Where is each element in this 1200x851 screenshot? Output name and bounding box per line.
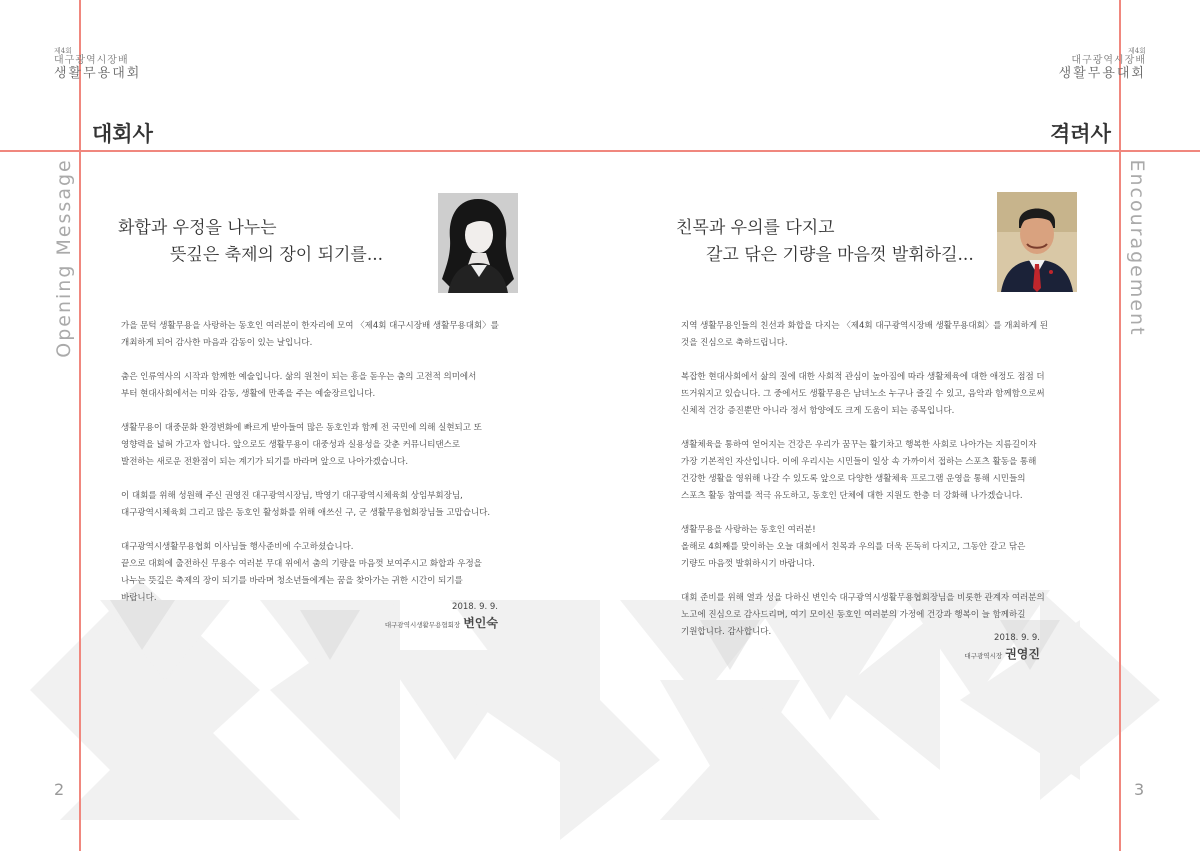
logo-edition: 제4회: [54, 47, 72, 55]
logo-line1: 대구광역시장배: [54, 55, 129, 67]
right-body-text: [681, 318, 1101, 658]
chairperson-photo: [438, 193, 518, 293]
encouragement-side-label: Encouragement: [1126, 159, 1148, 337]
left-paragraph-4: 이 대회를 위해 성원해 주신 권영진 대구광역시장님, 박영기 대구광역시체육회 상임부회장님, 대구광역시체육회 그리고 많은 동호인 활성화를 위해 애쓰신 구, 군 생활무용협회장님들 고맙습니다.: [121, 491, 491, 518]
right-paragraph-5: 대회 준비를 위해 열과 성을 다하신 변인숙 대구광역시생활무용협회장님을 비롯한 관계자 여러분의 노고에 진심으로 감사드리며, 여기 모이신 동호인 여러분의 가정에 건강과 행복이 늘 함께하길 기원합니다. 감사합니다.: [681, 593, 1045, 637]
right-signer-name: 권영진: [1005, 647, 1040, 661]
right-headline-line1: 친목과 우의를 다지고: [676, 218, 835, 238]
logo-line2: 생활무용대회: [54, 65, 142, 81]
right-signer-role: 대구광역시장: [964, 652, 1003, 660]
left-headline-line1: 화합과 우정을 나누는: [118, 218, 277, 238]
left-page-number: 2: [54, 780, 65, 799]
left-headline: [118, 215, 383, 269]
left-section-title: 대회사: [92, 122, 153, 146]
right-page-number: 3: [1134, 780, 1145, 799]
event-logo-right: [1059, 47, 1146, 81]
right-vertical-guide-line: [1119, 0, 1121, 851]
left-signer-role: 대구광역시생활무용협회장: [384, 621, 461, 629]
right-paragraph-2: 복잡한 현대사회에서 삶의 질에 대한 사회적 관심이 높아짐에 따라 생활체육에 대한 애정도 점점 더 뜨거워지고 있습니다. 그 중에서도 생활무용은 남녀노소 누구나 즐길 수 있고, 음악과 함께함으로써 신체적 건강 증진뿐만 아니라 정서 함양에도 크게 도움이 되는 종목입니다.: [681, 372, 1045, 416]
right-date: 2018. 9. 9.: [994, 633, 1040, 643]
logo-line1: 대구광역시장배: [1071, 55, 1146, 67]
left-vertical-guide-line: [79, 0, 81, 851]
opening-message-side-label: Opening Message: [53, 158, 75, 358]
left-headline-line2: 뜻깊은 축제의 장이 되기를...: [170, 245, 384, 266]
left-paragraph-5: 대구광역시생활무용협회 이사님들 행사준비에 수고하셨습니다. 끝으로 대회에 출전하신 무용수 여러분 무대 위에서 춤의 기량을 마음껏 보여주시고 화합과 우정을 나누는 뜻깊은 축제의 장이 되기를 바라며 청소년들에게는 꿈을 찾아가는 귀한 시간이 되기를 바랍니다.: [121, 542, 482, 603]
right-signature: [900, 633, 1040, 662]
right-section-title: 격려사: [1050, 122, 1111, 146]
right-headline: [676, 215, 974, 269]
left-body-text: [121, 318, 541, 624]
horizontal-guide-line: [0, 150, 1200, 152]
logo-line2: 생활무용대회: [1058, 65, 1146, 81]
left-date: 2018. 9. 9.: [452, 602, 498, 612]
left-paragraph-1: 가을 문턱 생활무용을 사랑하는 동호인 여러분이 한자리에 모여 〈제4회 대구시장배 생활무용대회〉를 개최하게 되어 감사한 마음과 감동이 있는 날입니다.: [121, 321, 499, 348]
mayor-photo: [997, 192, 1077, 292]
right-paragraph-1: 지역 생활무용인들의 친선과 화합을 다지는 〈제4회 대구광역시장배 생활무용대회〉를 개최하게 된 것을 진심으로 축하드립니다.: [681, 321, 1048, 348]
left-paragraph-2: 춤은 인류역사의 시작과 함께한 예술입니다. 삶의 원천이 되는 흥을 돋우는 춤의 고전적 의미에서 부터 현대사회에서는 미와 감동, 생활에 만족을 주는 예술장르입니다.: [121, 372, 477, 399]
left-signature: [340, 602, 498, 631]
right-paragraph-3: 생활체육을 통하여 얻어지는 건강은 우리가 꿈꾸는 활기차고 행복한 사회로 나아가는 지름길이자 가장 기본적인 자산입니다. 이에 우리시는 시민들이 일상 속 가까이서 접하는 스포츠 활동을 통해 건강한 생활을 영위해 나갈 수 있도록 앞으로 다양한 생활체육 프로그램 운영을 통해 시민들의 스포츠 활동 참여를 적극 유도하고, 동호인 단체에 대한 지원도 한층 더 강화해 나가겠습니다.: [681, 440, 1037, 501]
right-paragraph-4: 생활무용을 사랑하는 동호인 여러분! 올해로 4회째를 맞이하는 오늘 대회에서 친목과 우의를 더욱 돈독히 다지고, 그동안 갈고 닦은 기량도 마음껏 발휘하시기 바랍니다.: [681, 525, 1026, 569]
event-logo-left: [54, 47, 141, 81]
left-signer-name: 변인숙: [463, 616, 498, 630]
right-headline-line2: 갈고 닦은 기량을 마음껏 발휘하길...: [706, 245, 974, 266]
portrait-woman-icon: [438, 193, 518, 293]
left-paragraph-3: 생활무용이 대중문화 환경변화에 빠르게 받아들여 많은 동호인과 함께 전 국민에 의해 실현되고 또 영향력을 넓혀 가고자 합니다. 앞으로도 생활무용이 대중성과 실용성을 갖춘 커뮤니티댄스로 발전하는 새로운 전환점이 되는 계기가 되기를 바라며 앞으로 나아가겠습니다.: [121, 423, 482, 467]
portrait-man-icon: [997, 192, 1077, 292]
logo-edition: 제4회: [1128, 47, 1146, 55]
